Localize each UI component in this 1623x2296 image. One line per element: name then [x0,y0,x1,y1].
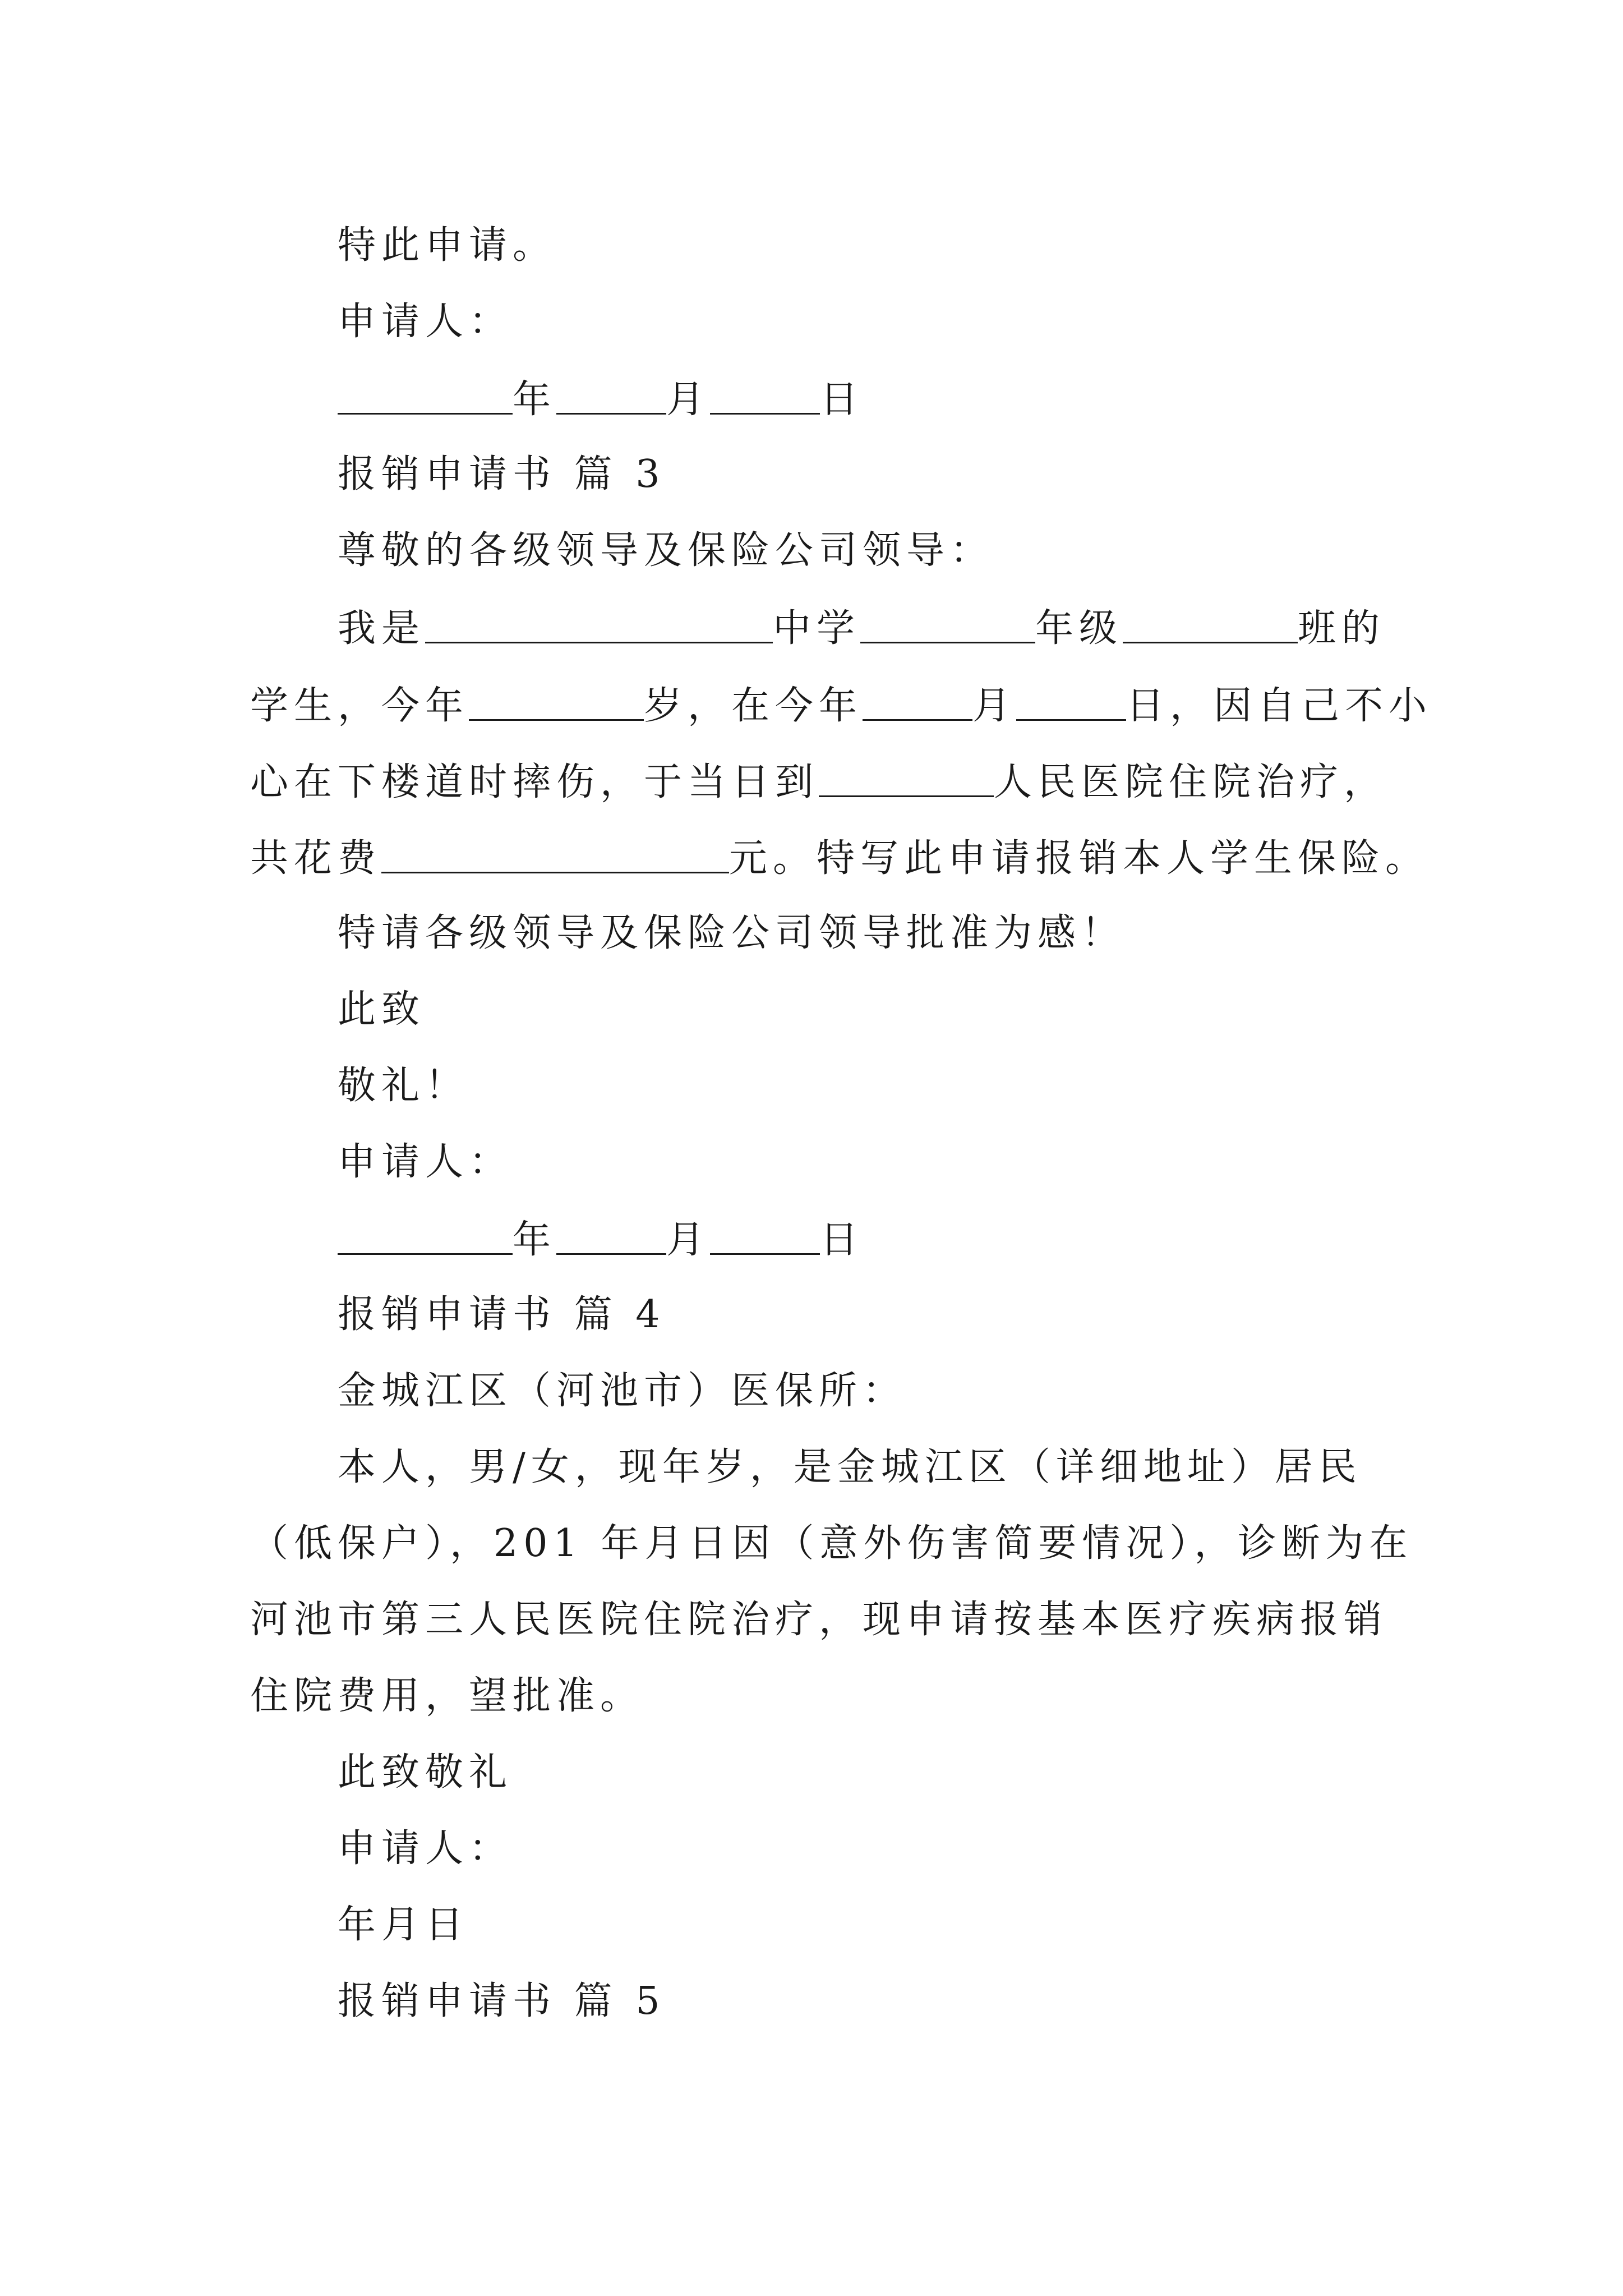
regards-line-1: 此致 [338,987,426,1032]
year-blank [338,1220,513,1255]
text-segment: 日，因自己不小 [1126,684,1433,728]
body-line-2 [250,684,1433,728]
body-line-4: 住院费用，望批准。 [250,1674,644,1718]
month-blank [556,1220,666,1255]
month-blank [556,379,666,415]
text-segment: 元。特写此申请报销本人学生保险。 [729,836,1430,881]
day-label: 日 [820,378,864,422]
text-segment: 岁，在今年 [644,684,863,728]
regards-line-2: 敬礼！ [338,1064,469,1108]
text-segment: 心在下楼道时摔伤，于当日到 [250,760,819,804]
year-blank [338,379,513,415]
day-blank [1016,685,1126,721]
age-blank [469,685,644,721]
day-label: 日 [820,1218,864,1262]
month-label: 月 [666,378,711,422]
body-line-3: 河池市第三人民医院住院治疗，现申请按基本医疗疾病报销 [250,1598,1388,1642]
text-segment: 中学 [773,606,861,651]
date-line [338,1218,1403,1262]
day-blank [710,379,820,415]
section-heading: 报销申请书 篇 5 [338,1979,666,2023]
salutation: 尊敬的各级领导及保险公司领导： [338,528,994,573]
body-line-4 [250,836,1430,881]
text-segment: 学生，今年 [250,684,469,728]
request-text: 特请各级领导及保险公司领导批准为感！ [338,911,1126,955]
text-segment: 月 [972,684,1017,728]
month-label: 月 [666,1218,711,1262]
year-label: 年 [513,1218,557,1262]
body-line-1: 本人，男/女，现年岁，是金城江区（详细地址）居民 [338,1445,1362,1489]
text-segment: 我是 [338,606,426,651]
regards-text: 此致敬礼 [338,1750,513,1795]
date-line [338,378,1403,422]
grade-blank [860,608,1035,643]
section-heading: 报销申请书 篇 3 [338,452,666,496]
text-segment: 班的 [1298,606,1386,651]
text-segment: 人民医院住院治疗， [994,760,1388,804]
applicant-label: 申请人： [338,1140,513,1184]
year-label: 年 [513,378,557,422]
amount-blank [381,838,729,873]
class-blank [1123,608,1298,643]
closing-text: 特此申请。 [338,223,557,268]
body-line-3 [250,762,1394,802]
body-line-2: （低保户），201 年月日因（意外伤害简要情况），诊断为在 [250,1521,1413,1566]
body-line-1 [338,606,1403,651]
text-segment: 年级 [1035,606,1123,651]
hospital-blank [819,762,994,797]
applicant-label: 申请人： [338,1826,513,1871]
applicant-label: 申请人： [338,300,513,344]
date-text: 年月日 [338,1903,469,1947]
salutation: 金城江区（河池市）医保所： [338,1369,907,1413]
school-blank [425,608,773,643]
day-blank [710,1220,820,1255]
text-segment: 共花费 [250,836,382,881]
section-heading: 报销申请书 篇 4 [338,1292,666,1337]
month-blank [863,685,972,721]
